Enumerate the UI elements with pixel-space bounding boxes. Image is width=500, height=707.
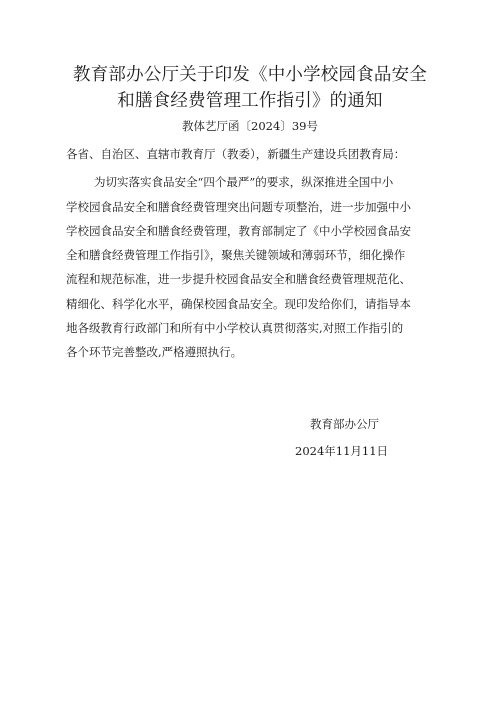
document-title-line-1: 教育部办公厅关于印发《中小学校园食品安全 — [73, 65, 427, 85]
document-number: 教体艺厅函〔2024〕39号 — [182, 119, 318, 133]
signer: 教育部办公厅 — [310, 417, 379, 431]
body-line-3: 学校园食品安全和膳食经费管理，教育部制定了《中小学校园食品安 — [66, 224, 411, 238]
issue-date: 2024年11月11日 — [295, 444, 389, 458]
recipient-line: 各省、自治区、直辖市教育厅（教委），新疆生产建设兵团教育局： — [66, 147, 406, 161]
body-line-8: 各个环节完善整改,严格遵照执行。 — [66, 345, 243, 359]
document-title-line-2: 和膳食经费管理工作指引》的通知 — [117, 91, 383, 111]
body-line-2: 学校园食品安全和膳食经费管理突出问题专项整治，进一步加强中小 — [66, 200, 411, 214]
body-line-7: 地各级教育行政部门和所有中小学校认真贯彻落实,对照工作指引的 — [66, 321, 404, 335]
body-line-5: 流程和规范标准，进一步提升校园食品安全和膳食经费管理规范化、 — [66, 272, 411, 286]
body-line-1: 为切实落实食品安全“四个最严”的要求，纵深推进全国中小 — [94, 175, 394, 189]
body-line-4: 全和膳食经费管理工作指引》，聚焦关键领域和薄弱环节，细化操作 — [66, 248, 406, 262]
body-line-6: 精细化、科学化水平，确保校园食品安全。现印发给你们，请指导本 — [66, 297, 411, 311]
